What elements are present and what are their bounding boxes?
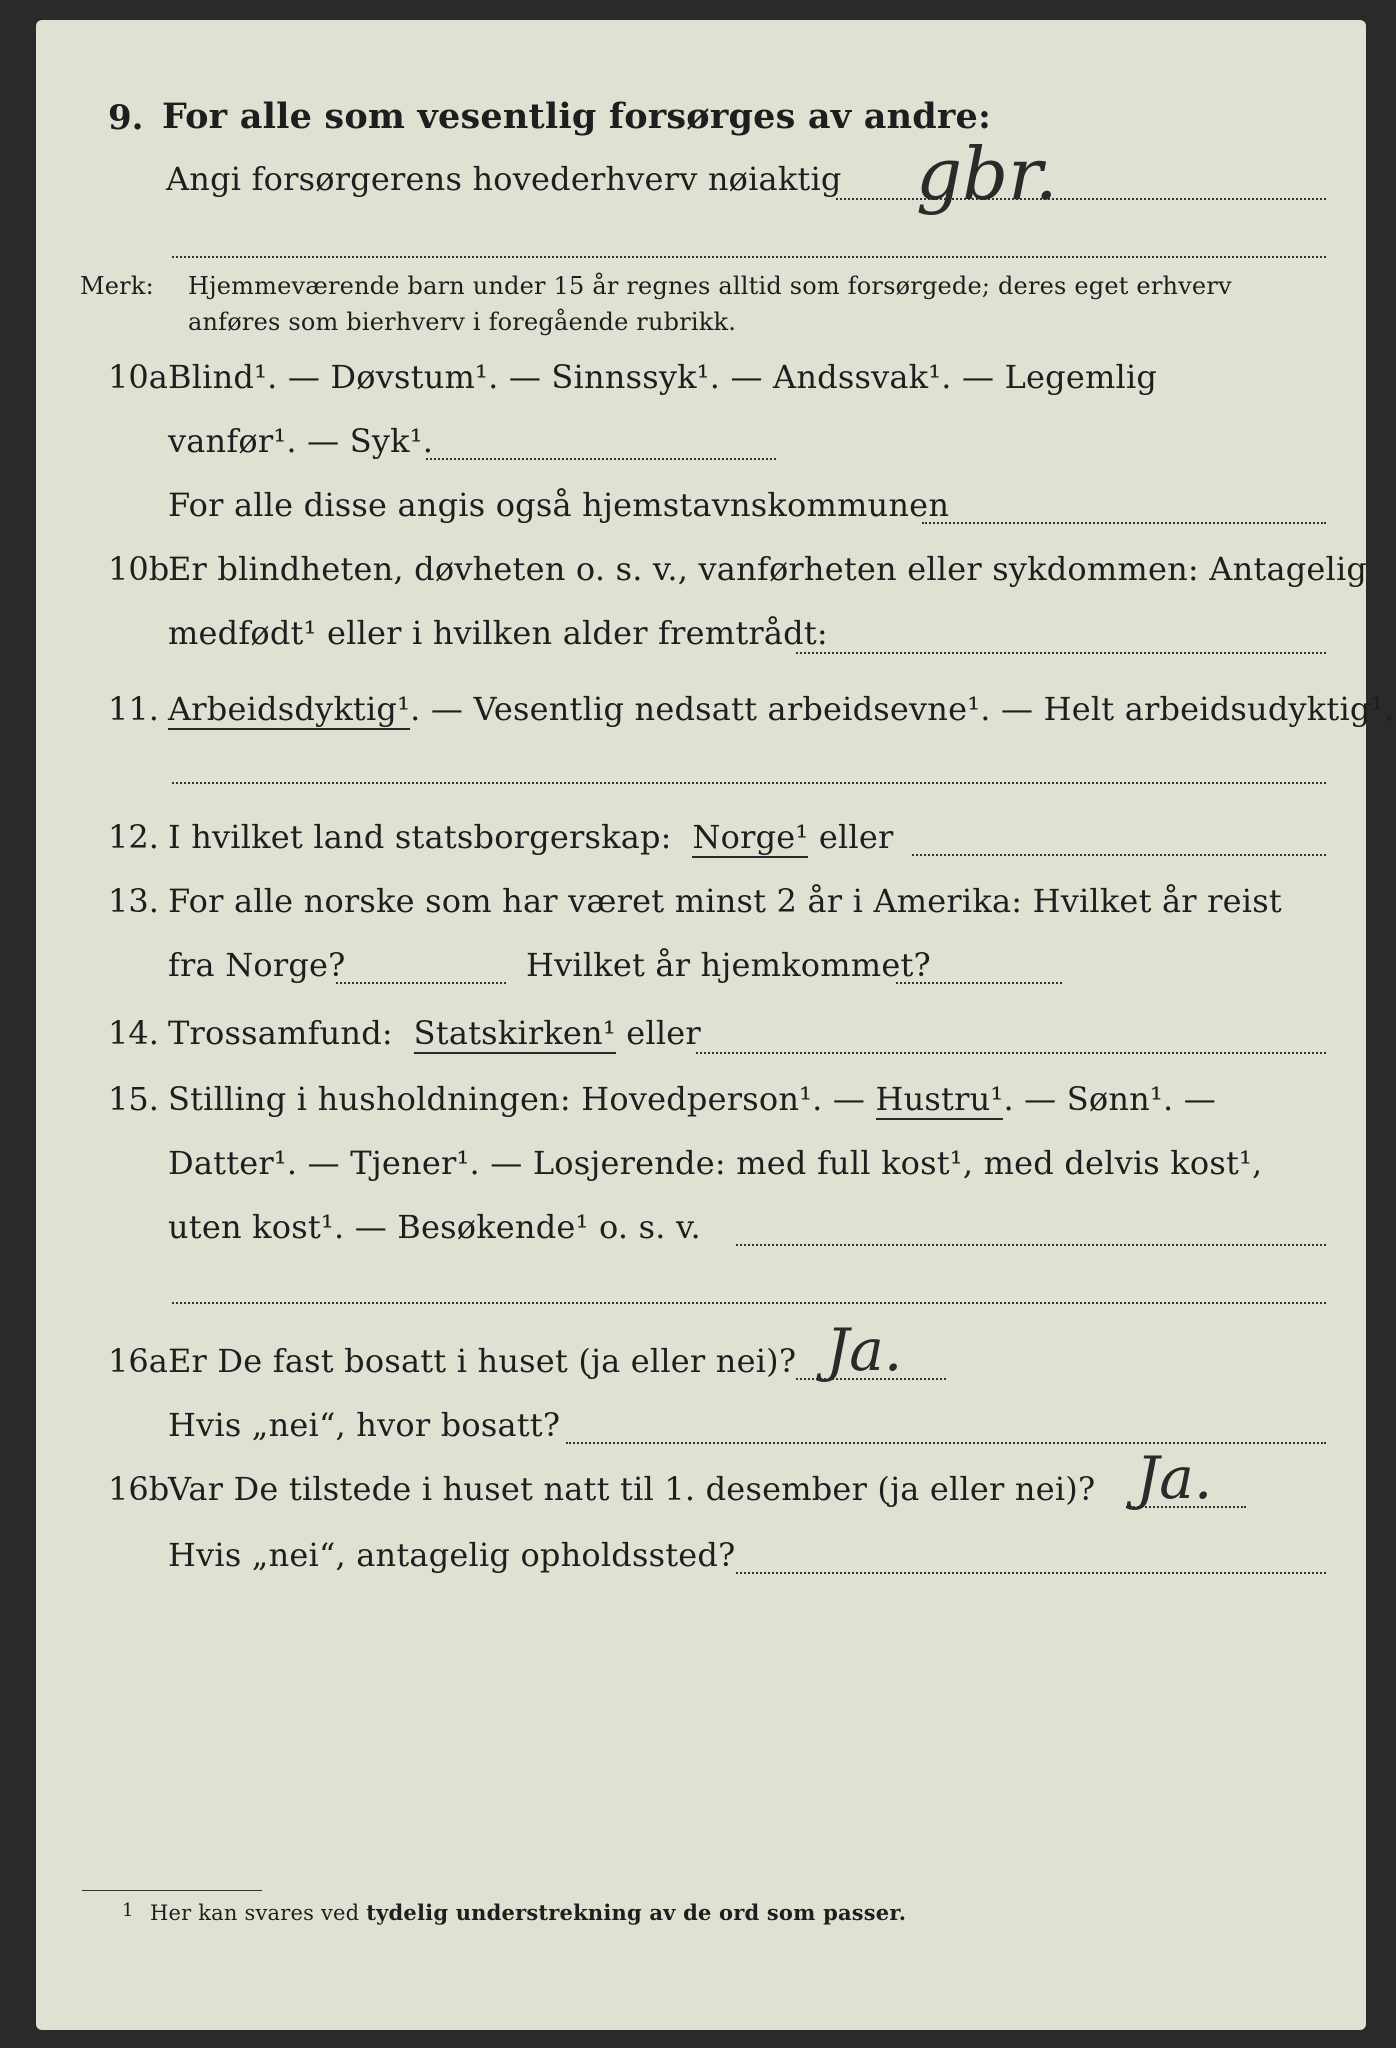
q14-prefix: Trossamfund:: [168, 1014, 393, 1052]
q13-number: 13.: [108, 882, 159, 920]
q10a-number: 10a: [108, 358, 168, 396]
q11-underlined-answer: Arbeidsdyktig¹: [168, 690, 411, 728]
q13-line-2b: Hvilket år hjemkommet?: [526, 946, 931, 984]
q16a-line-2: Hvis „nei“, hvor bosatt?: [168, 1406, 561, 1444]
q12-prefix: I hvilket land statsborgerskap:: [168, 818, 672, 856]
q15-line-3: uten kost¹. — Besøkende¹ o. s. v.: [168, 1208, 701, 1246]
q14-number: 14.: [108, 1014, 159, 1052]
footnote-mark: 1: [122, 1900, 134, 1921]
q10b-number: 10b: [108, 550, 170, 588]
q12-suffix: eller: [818, 818, 894, 856]
q9-handwritten-answer: gbr.: [916, 132, 1058, 216]
q13-reist-dotline: [336, 982, 506, 984]
q11-line: [168, 690, 1394, 728]
footnote-rule: [82, 1890, 262, 1891]
q12-line: [168, 818, 893, 856]
q13-hjemkommet-dotline: [896, 982, 1062, 984]
q10b-line-1: Er blindheten, døvheten o. s. v., vanførheten eller sykdommen: Antagelig: [168, 550, 1368, 588]
q10a-kommune-dotline: [922, 522, 1326, 524]
q11-rest: . — Vesentlig nedsatt arbeidsevne¹. — Helt arbeidsudyktig¹.: [410, 690, 1394, 728]
q14-line: [168, 1014, 701, 1052]
q16b-number: 16b: [108, 1470, 170, 1508]
q15-extra-dotline: [172, 1302, 1326, 1304]
q10a-syk-dotline: [426, 458, 776, 460]
q11-number: 11.: [108, 690, 159, 728]
merk-label: Merk:: [80, 272, 154, 300]
q10a-line-2: vanfør¹. — Syk¹.: [168, 422, 434, 460]
q14-underlined-answer: Statskirken¹: [413, 1014, 616, 1052]
footnote-text-bold: tydelig understrekning av de ord som passer.: [366, 1900, 907, 1925]
q10b-line-2: medfødt¹ eller i hvilken alder fremtrådt:: [168, 614, 828, 652]
q15-line-1: [168, 1080, 1216, 1118]
q9-extra-dotline: [172, 256, 1326, 258]
q12-underlined-answer: Norge¹: [692, 818, 809, 856]
footnote-text-normal: Her kan svares ved: [150, 1901, 360, 1925]
q16b-opholdssted-dotline: [736, 1572, 1326, 1574]
q11-dotline: [172, 782, 1326, 784]
q10a-line-3: For alle disse angis også hjemstavnskommunen: [168, 486, 950, 524]
q12-dotline: [912, 854, 1326, 856]
q15-line-1b: . — Sønn¹. —: [1003, 1080, 1216, 1118]
q12-number: 12.: [108, 818, 159, 856]
q14-suffix: eller: [626, 1014, 701, 1052]
q16a-handwritten-answer: Ja.: [826, 1316, 903, 1384]
q16a-line-1: Er De fast bosatt i huset (ja eller nei)?: [168, 1342, 797, 1380]
q16b-handwritten-answer: Ja.: [1136, 1444, 1213, 1512]
merk-line-2: anføres som bierhverv i foregående rubrikk.: [188, 308, 737, 336]
q15-underlined-answer: Hustru¹: [875, 1080, 1004, 1118]
q15-line-2: Datter¹. — Tjener¹. — Losjerende: med full kost¹, med delvis kost¹,: [168, 1144, 1263, 1182]
q16b-line-1: Var De tilstede i huset natt til 1. desember (ja eller nei)?: [168, 1470, 1096, 1508]
merk-line-1: Hjemmeværende barn under 15 år regnes alltid som forsørgede; deres eget erhverv: [188, 272, 1232, 300]
q9-number: 9.: [108, 98, 144, 138]
q15-line-1a: Stilling i husholdningen: Hovedperson¹. —: [168, 1080, 866, 1118]
q16b-line-2: Hvis „nei“, antagelig opholdssted?: [168, 1536, 736, 1574]
q15-dotline: [736, 1244, 1326, 1246]
q15-number: 15.: [108, 1080, 159, 1118]
q14-dotline: [696, 1052, 1326, 1054]
q13-line-1: For alle norske som har været minst 2 år i Amerika: Hvilket år reist: [168, 882, 1282, 920]
q16a-number: 16a: [108, 1342, 168, 1380]
q9-answer-dotline: [836, 198, 1326, 200]
census-form-page: [36, 20, 1394, 2030]
q9-line: Angi forsørgerens hovederhverv nøiaktig: [166, 160, 842, 198]
q9-title: For alle som vesentlig forsørges av andre:: [162, 96, 992, 137]
q13-line-2a: fra Norge?: [168, 946, 346, 984]
footnote-text: [150, 1900, 906, 1925]
q10a-line-1: Blind¹. — Døvstum¹. — Sinnssyk¹. — Andssvak¹. — Legemlig: [168, 358, 1158, 396]
q10b-dotline: [796, 652, 1326, 654]
